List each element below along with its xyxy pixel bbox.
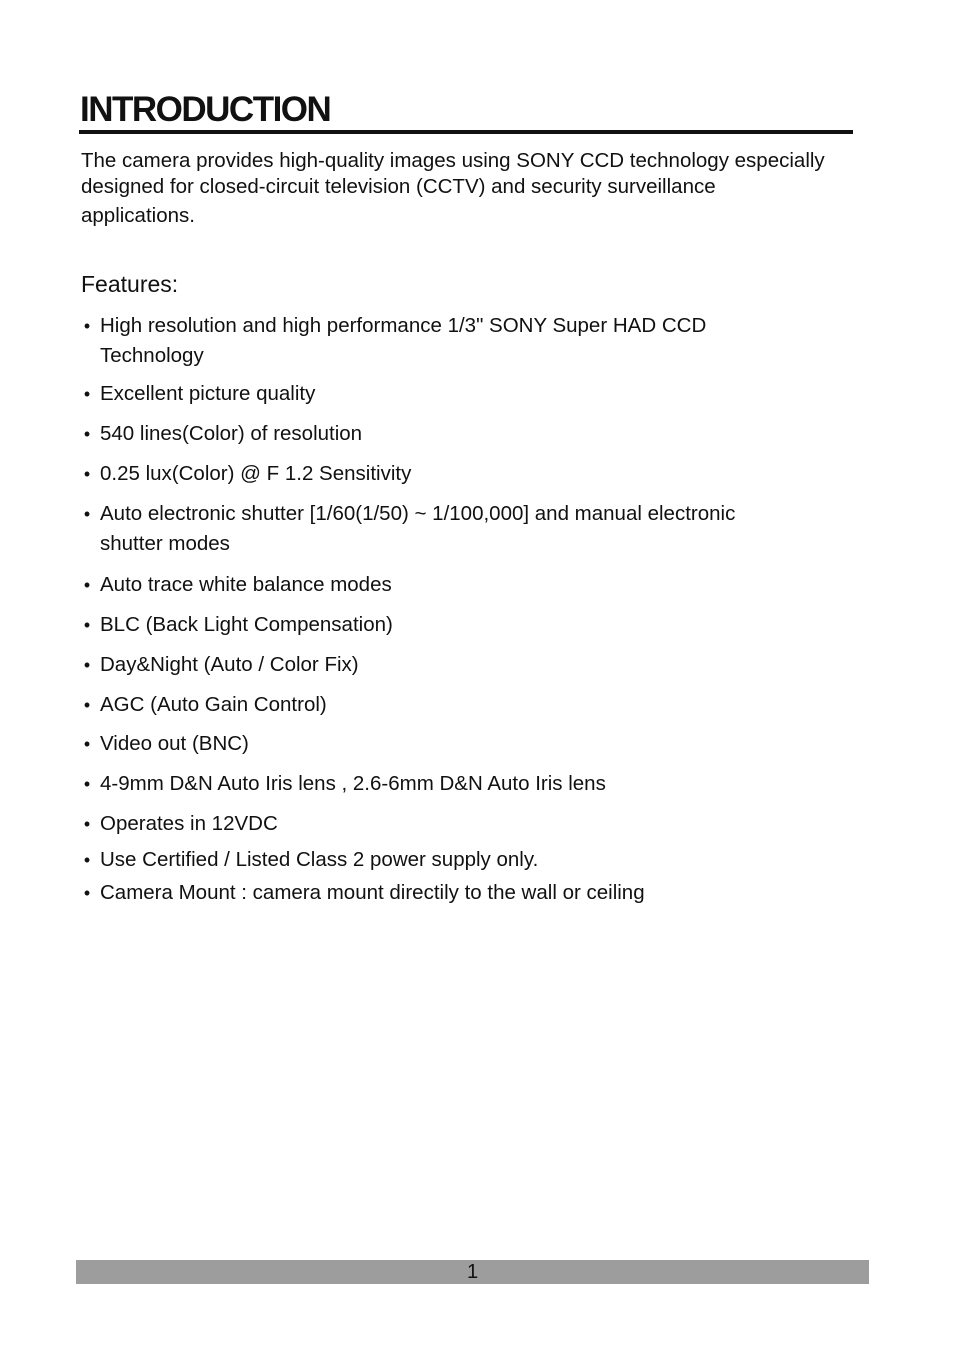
feature-item-sensitivity: [80, 459, 411, 489]
feature-text-continued: Technology: [100, 344, 204, 367]
feature-item-power: [80, 809, 278, 839]
intro-line-1: The camera provides high-quality images using SONY CCD technology especially: [81, 149, 825, 172]
feature-item-agc: [80, 690, 327, 720]
bullet-icon: •: [83, 575, 91, 595]
feature-text: 0.25 lux(Color) @ F 1.2 Sensitivity: [100, 462, 412, 485]
bullet-icon: •: [83, 504, 91, 524]
intro-paragraph: [81, 148, 911, 229]
bullet-icon: •: [83, 883, 91, 903]
feature-item-blc: [80, 610, 393, 640]
bullet-icon: •: [83, 316, 91, 336]
feature-text: Use Certified / Listed Class 2 power supply only.: [100, 848, 539, 871]
bullet-icon: •: [83, 734, 91, 754]
feature-item-shutter: [80, 499, 735, 559]
bullet-icon: •: [83, 774, 91, 794]
feature-item-power-supply: [80, 845, 538, 875]
feature-text: High resolution and high performance 1/3" SONY Super HAD CCD: [100, 314, 707, 337]
feature-text: BLC (Back Light Compensation): [100, 613, 393, 636]
bullet-icon: •: [83, 814, 91, 834]
feature-item-video-out: [80, 729, 249, 759]
bullet-icon: •: [83, 655, 91, 675]
feature-text: Video out (BNC): [100, 732, 249, 755]
feature-item-ccd: [80, 311, 706, 371]
feature-item-picture-quality: [80, 379, 315, 409]
feature-text: AGC (Auto Gain Control): [100, 693, 327, 716]
feature-item-resolution: [80, 419, 362, 449]
page-number: 1: [466, 1261, 479, 1283]
bullet-icon: •: [83, 850, 91, 870]
feature-item-lens: [80, 769, 606, 799]
bullet-icon: •: [83, 384, 91, 404]
features-heading: Features:: [81, 271, 179, 297]
feature-text: Auto electronic shutter [1/60(1/50) ~ 1/100,000] and manual electronic: [100, 502, 736, 525]
feature-text: 4-9mm D&N Auto Iris lens , 2.6-6mm D&N Auto Iris lens: [100, 772, 606, 795]
intro-line-3: applications.: [81, 204, 195, 227]
bullet-icon: •: [83, 615, 91, 635]
bullet-icon: •: [83, 464, 91, 484]
intro-line-2: designed for closed-circuit television (CCTV) and security surveillance: [81, 175, 716, 198]
feature-text: Day&Night (Auto / Color Fix): [100, 653, 359, 676]
feature-item-white-balance: [80, 570, 392, 600]
bullet-icon: •: [83, 424, 91, 444]
page-title: INTRODUCTION: [80, 90, 331, 129]
feature-text: Operates in 12VDC: [100, 812, 278, 835]
title-underline: [79, 130, 853, 134]
page-footer-bar: [76, 1260, 869, 1284]
feature-text: Camera Mount : camera mount directily to the wall or ceiling: [100, 881, 645, 904]
feature-item-camera-mount: [80, 878, 645, 908]
feature-text: 540 lines(Color) of resolution: [100, 422, 363, 445]
bullet-icon: •: [83, 695, 91, 715]
feature-text: Auto trace white balance modes: [100, 573, 392, 596]
feature-text-continued: shutter modes: [100, 532, 230, 555]
feature-item-day-night: [80, 650, 359, 680]
feature-text: Excellent picture quality: [100, 382, 316, 405]
